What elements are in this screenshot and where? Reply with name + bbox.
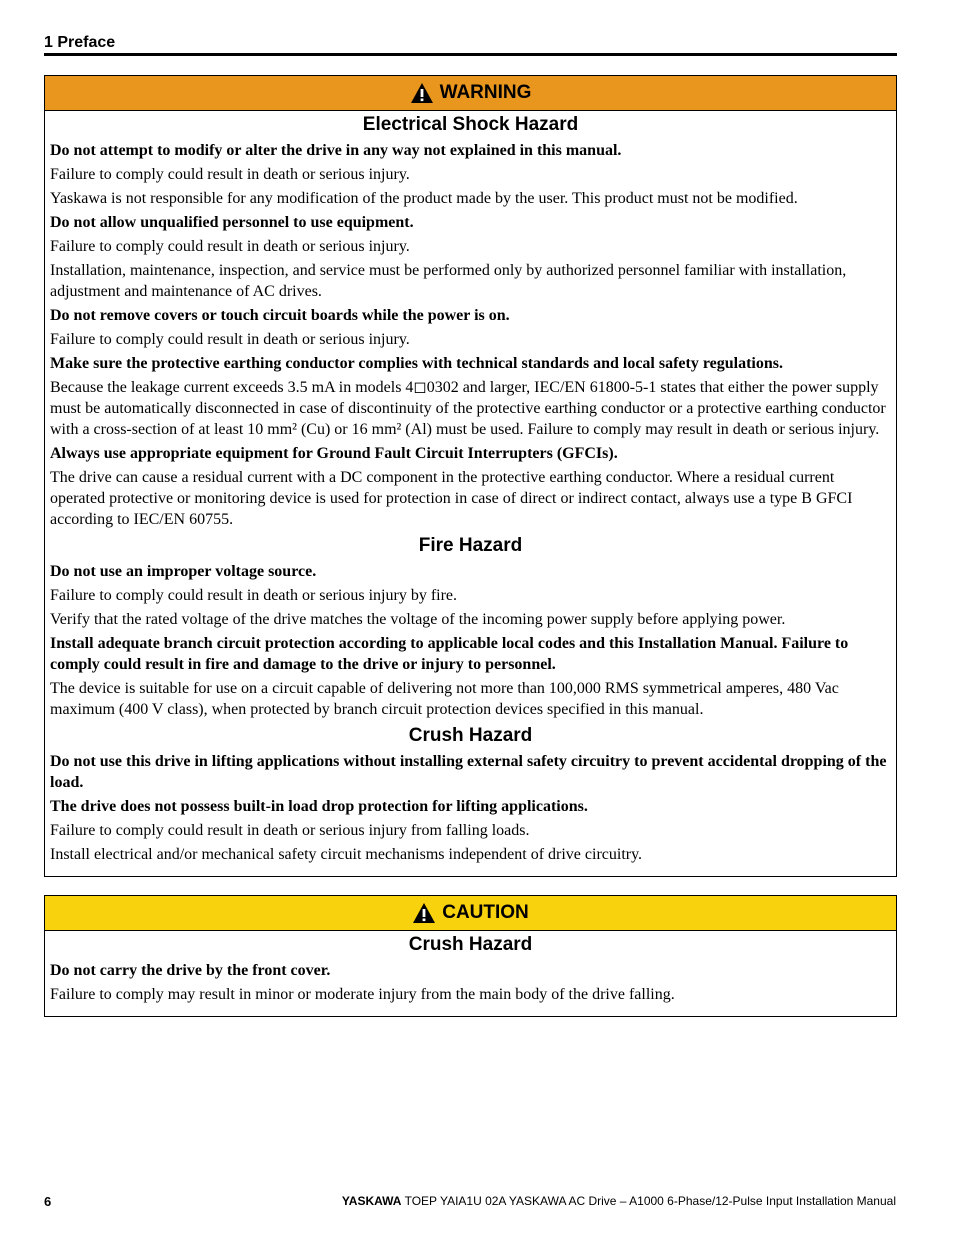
- warning-label: WARNING: [439, 82, 532, 103]
- hazard-instruction: Do not use an improper voltage source.: [50, 563, 317, 580]
- hazard-instruction: Do not carry the drive by the front cover.: [50, 962, 331, 979]
- page-number: 6: [44, 1194, 52, 1209]
- warning-banner: [45, 76, 896, 111]
- hazard-text: Because the leakage current exceeds 3.5 mA in models 4◻0302 and larger, IEC/EN 61800-5-1 states that either the power supply must be automatically disconnected in case of discontinuity of the protective earthing conductor or a protective earthing conductor with a cross-section of at least 10 mm² (Cu) or 16 mm² (Al) must be used. Failure to comply may result in death or serious injury.: [50, 379, 886, 438]
- hazard-title: Crush Hazard: [408, 725, 533, 746]
- hazard-title: Electrical Shock Hazard: [362, 114, 579, 135]
- warning-triangle-icon: [410, 82, 434, 104]
- header-rule: [44, 53, 897, 56]
- warning-triangle-icon: [412, 902, 436, 924]
- section-header: 1 Preface: [44, 34, 116, 51]
- caution-label: CAUTION: [442, 902, 529, 923]
- hazard-text: Failure to comply may result in minor or moderate injury from the main body of the drive falling.: [50, 986, 675, 1003]
- hazard-text: The device is suitable for use on a circuit capable of delivering not more than 100,000 RMS symmetrical amperes, 480 Vac maximum (400 V class), when protected by branch circuit protection devices specified in this manual.: [50, 680, 839, 718]
- hazard-text: The drive can cause a residual current with a DC component in the protective earthing conductor. Where a residual current operated protective or monitoring device is used for protection in case of direct or indirect contact, always use a type B GFCI according to IEC/EN 60755.: [50, 469, 853, 528]
- hazard-title: Crush Hazard: [408, 934, 533, 955]
- hazard-text: Yaskawa is not responsible for any modification of the product made by the user. This product must not be modified.: [50, 190, 798, 207]
- hazard-text: Failure to comply could result in death or serious injury.: [50, 238, 410, 255]
- footer-brand: YASKAWA: [341, 1194, 402, 1208]
- hazard-text: Install electrical and/or mechanical safety circuit mechanisms independent of drive circuitry.: [50, 846, 643, 863]
- hazard-instruction: Do not remove covers or touch circuit boards while the power is on.: [50, 307, 510, 324]
- warning-body: [45, 112, 896, 876]
- hazard-instruction: The drive does not possess built-in load drop protection for lifting applications.: [50, 798, 588, 815]
- caution-banner: [45, 896, 896, 931]
- hazard-instruction: Make sure the protective earthing conductor complies with technical standards and local safety regulations.: [50, 355, 783, 372]
- hazard-instruction: Do not allow unqualified personnel to use equipment.: [50, 214, 414, 231]
- hazard-instruction: Always use appropriate equipment for Ground Fault Circuit Interrupters (GFCIs).: [50, 445, 618, 462]
- hazard-instruction: Install adequate branch circuit protection according to applicable local codes and this Installation Manual. Failure to comply could result in fire and damage to the drive or injury to personnel.: [50, 635, 849, 673]
- hazard-text: Verify that the rated voltage of the drive matches the voltage of the incoming power supply before applying power.: [50, 611, 786, 628]
- hazard-text: Failure to comply could result in death or serious injury.: [50, 166, 410, 183]
- hazard-text: Failure to comply could result in death or serious injury.: [50, 331, 410, 348]
- hazard-text: Failure to comply could result in death or serious injury by fire.: [50, 587, 458, 604]
- hazard-instruction: Do not use this drive in lifting applications without installing external safety circuitry to prevent accidental dropping of the load.: [50, 753, 887, 791]
- footer-title: [342, 1194, 896, 1208]
- hazard-title: Fire Hazard: [418, 535, 523, 556]
- warning-box: [44, 75, 897, 877]
- caution-body: [45, 932, 896, 1016]
- hazard-text: Installation, maintenance, inspection, and service must be performed only by authorized personnel familiar with installation, adjustment and maintenance of AC drives.: [50, 262, 847, 300]
- footer-doc-title: TOEP YAIA1U 02A YASKAWA AC Drive – A1000 6-Phase/12-Pulse Input Installation Manual: [404, 1194, 896, 1208]
- hazard-text: Failure to comply could result in death or serious injury from falling loads.: [50, 822, 530, 839]
- caution-box: [44, 895, 897, 1017]
- hazard-instruction: Do not attempt to modify or alter the drive in any way not explained in this manual.: [50, 142, 622, 159]
